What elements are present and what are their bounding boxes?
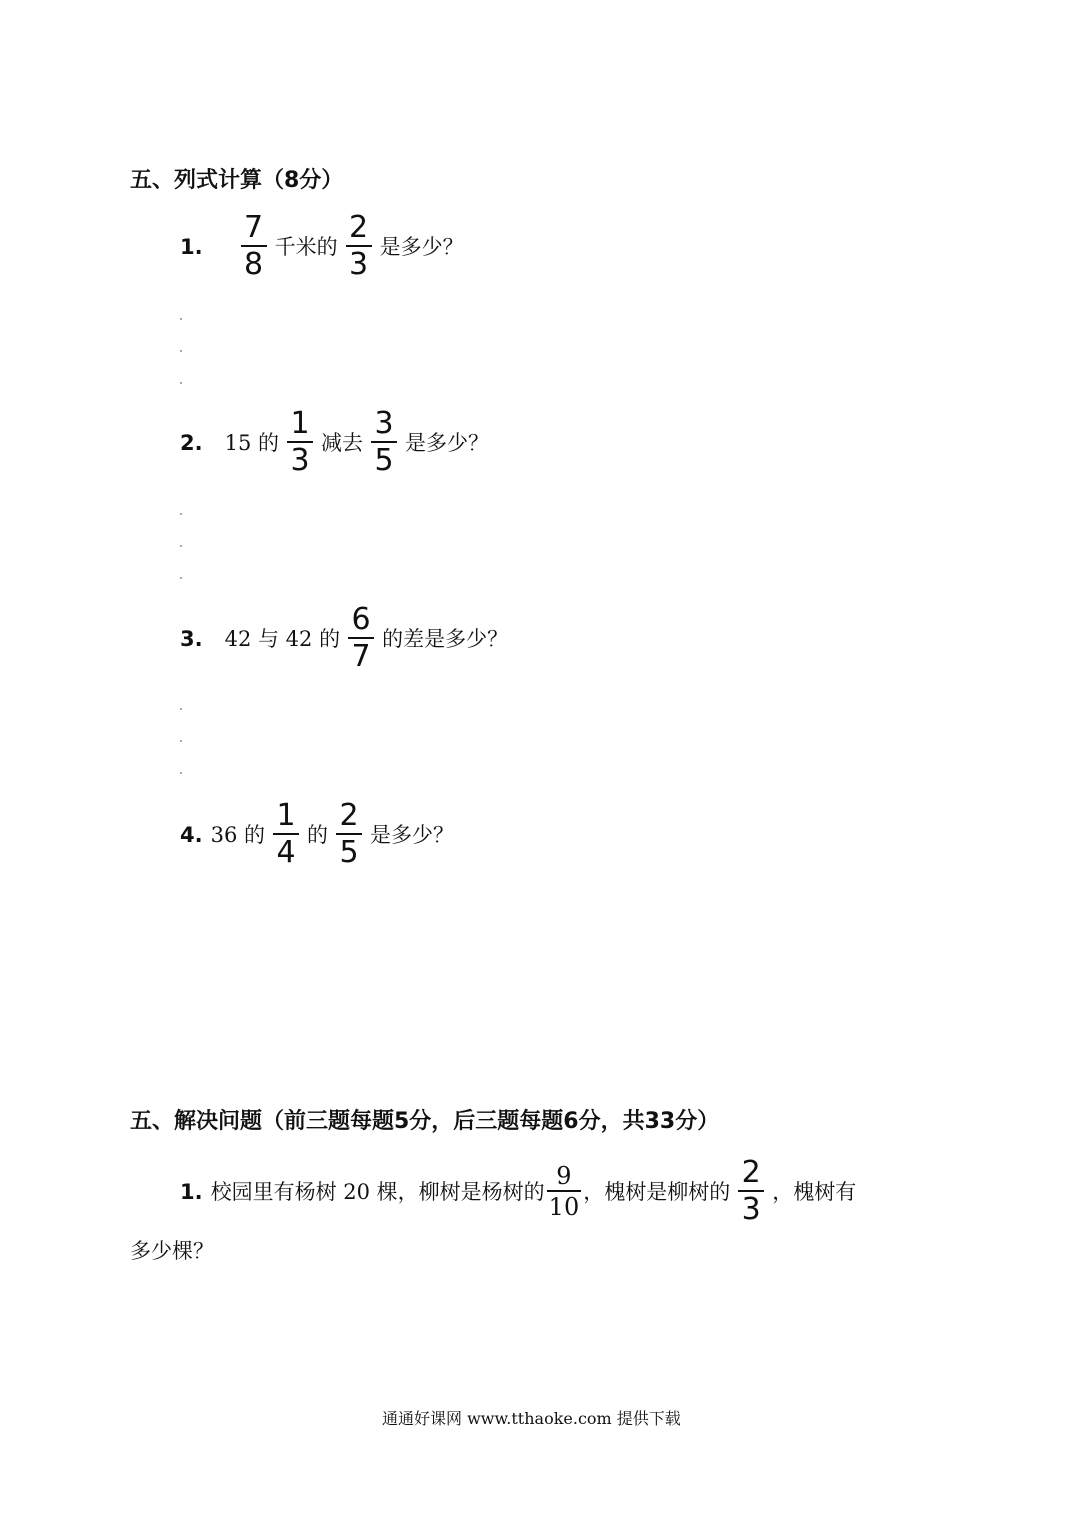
section-heading-calculation: 五、列式计算（8分） bbox=[130, 168, 344, 193]
calc-problem-3 bbox=[180, 604, 508, 673]
problem-text: 36 的 bbox=[210, 822, 265, 847]
fraction-one-third: $\frac{1}{3}$ bbox=[287, 408, 313, 477]
problem-text: ，槐树有 bbox=[772, 1179, 857, 1204]
problem-number: 4. bbox=[180, 822, 203, 847]
fraction-three-fifths: $\frac{3}{5}$ bbox=[371, 408, 397, 477]
problem-text: 是多少？ bbox=[379, 234, 464, 259]
fraction-nine-tenths: $\frac{9}{10}$ bbox=[548, 1162, 580, 1221]
calc-problem-1 bbox=[180, 212, 464, 281]
fraction-one-quarter: $\frac{1}{4}$ bbox=[273, 800, 299, 869]
problem-text: 千米的 bbox=[274, 234, 338, 259]
word-problem-1 bbox=[180, 1157, 856, 1226]
problem-number: 1. bbox=[180, 1179, 203, 1204]
page-footer: 通通好课网 www.tthaoke.com 提供下载 bbox=[382, 1409, 681, 1428]
problem-text: 是多少？ bbox=[405, 430, 489, 455]
fraction-two-thirds: $\frac{2}{3}$ bbox=[738, 1157, 764, 1226]
problem-text: 15 的 bbox=[224, 430, 279, 455]
calc-problem-4 bbox=[180, 800, 454, 869]
fraction-seven-eighths: $\frac{7}{8}$ bbox=[241, 212, 267, 281]
fraction-two-fifths: $\frac{2}{5}$ bbox=[336, 800, 362, 869]
problem-text: 的差是多少？ bbox=[382, 626, 509, 651]
problem-text: 42 与 42 的 bbox=[224, 626, 341, 651]
fraction-two-thirds: $\frac{2}{3}$ bbox=[346, 212, 372, 281]
section-heading-word-problems: 五、解决问题（前三题每题5分，后三题每题6分，共33分） bbox=[130, 1109, 720, 1134]
problem-text: 的 bbox=[307, 822, 328, 847]
problem-text: 多少棵？ bbox=[130, 1239, 214, 1263]
problem-number: 1. bbox=[180, 234, 203, 259]
problem-number: 2. bbox=[180, 430, 203, 455]
problem-text: 减去 bbox=[321, 430, 363, 455]
fraction-six-sevenths: $\frac{6}{7}$ bbox=[348, 604, 374, 673]
problem-number: 3. bbox=[180, 626, 203, 651]
problem-text: ，槐树是柳树的 bbox=[583, 1179, 731, 1204]
word-problem-1-continued bbox=[130, 1236, 214, 1266]
problem-text: 校园里有杨树 20 棵，柳树是杨树的 bbox=[210, 1179, 545, 1204]
problem-text: 是多少？ bbox=[370, 822, 454, 847]
calc-problem-2 bbox=[180, 408, 489, 477]
